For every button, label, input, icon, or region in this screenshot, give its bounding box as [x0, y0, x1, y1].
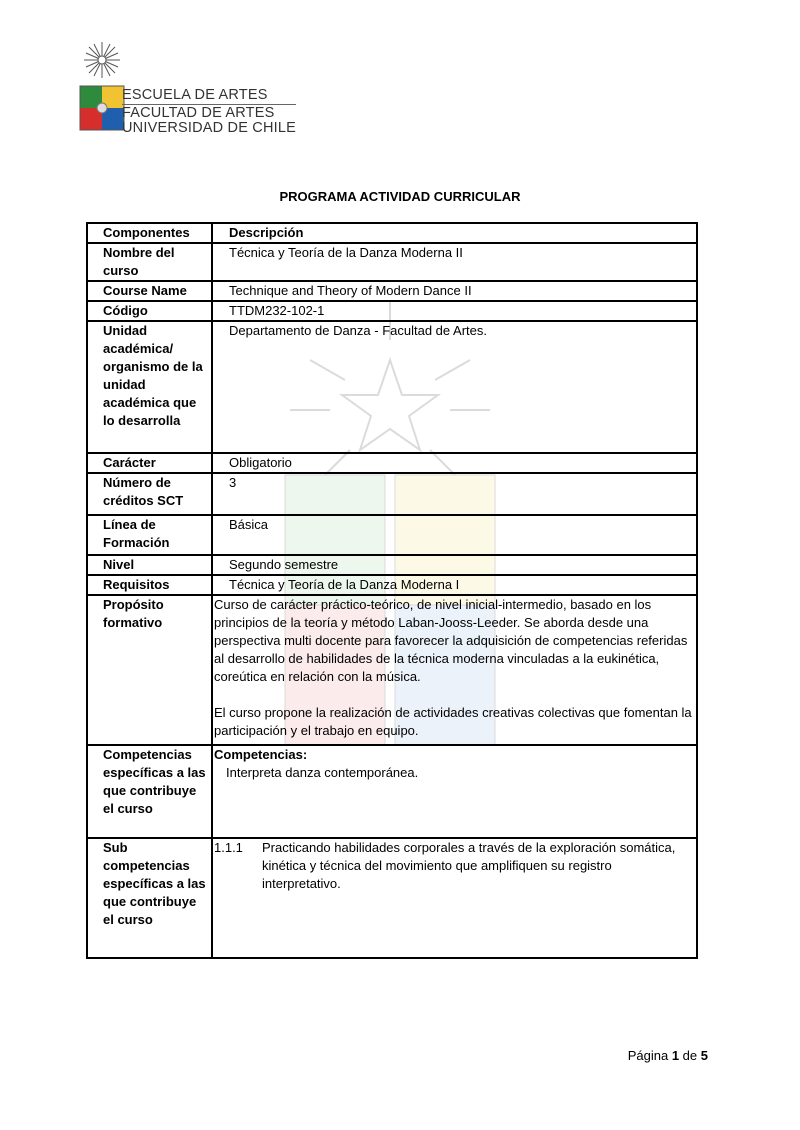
page-label: Página: [627, 1048, 669, 1063]
row-label: Código: [87, 301, 212, 321]
page-title: PROGRAMA ACTIVIDAD CURRICULAR: [279, 189, 521, 204]
column-header: Descripción: [212, 223, 697, 243]
school-name: ESCUELA DE ARTES: [122, 88, 296, 105]
row-value: [212, 745, 697, 838]
row-value: Segundo semestre: [212, 555, 697, 575]
table-row: [87, 575, 697, 595]
row-value: [212, 595, 697, 745]
row-label: Requisitos: [87, 575, 212, 595]
row-value: Técnica y Teoría de la Danza Moderna I: [212, 575, 697, 595]
competency-item: Interpreta danza contemporánea.: [226, 765, 419, 780]
faculty-name: FACULTAD DE ARTES: [122, 105, 275, 121]
row-label: Carácter: [87, 453, 212, 473]
university-name: UNIVERSIDAD DE CHILE: [122, 120, 297, 136]
row-label: Course Name: [87, 281, 212, 301]
table-row: [87, 301, 697, 321]
row-value: Obligatorio: [212, 453, 697, 473]
row-value: Departamento de Danza - Facultad de Artes.: [212, 321, 697, 453]
competencies-heading: Competencias:: [214, 747, 308, 762]
row-label: Sub competencias específicas a las que contribuye el curso: [87, 838, 212, 958]
row-value: Technique and Theory of Modern Dance II: [212, 281, 697, 301]
row-value: [212, 838, 697, 958]
table-row: [87, 838, 697, 958]
purpose-paragraph: El curso propone la realización de actividades creativas colectivas que fomentan la participación y el trabajo en equipo.: [214, 705, 692, 738]
row-value: TTDM232-102-1: [212, 301, 697, 321]
purpose-paragraph: Curso de carácter práctico-teórico, de nivel inicial-intermedio, basado en los principios de la teoría y método Laban-Jooss-Leeder. Se aborda desde una perspectiva multi docente para favorecer la adquisición de competencias referidas al desarrollo de habilidades de la técnica moderna vinculadas a la eukinética, coreútica en relación con la música.: [214, 597, 688, 684]
total-pages: 5: [700, 1048, 708, 1063]
table-row: [87, 453, 697, 473]
row-value: Técnica y Teoría de la Danza Moderna II: [212, 243, 697, 281]
current-page: 1: [671, 1048, 680, 1063]
page-number: [628, 1048, 708, 1063]
page-separator: de: [682, 1048, 698, 1063]
table-header-row: [87, 223, 697, 243]
table-row: [87, 281, 697, 301]
table-row: [87, 555, 697, 575]
table-row: [87, 243, 697, 281]
row-value: 3: [212, 473, 697, 515]
row-label: Unidad académica/ organismo de la unidad académica que lo desarrolla: [87, 321, 212, 453]
table-row: [87, 473, 697, 515]
subcompetency-number: 1.1.1: [214, 840, 243, 855]
row-label: Línea de Formación: [87, 515, 212, 555]
row-label: Competencias específicas a las que contribuye el curso: [87, 745, 212, 838]
column-header: Componentes: [87, 223, 212, 243]
row-label: Propósito formativo: [87, 595, 212, 745]
table-row: [87, 321, 697, 453]
table-row: [87, 515, 697, 555]
row-value: Básica: [212, 515, 697, 555]
table-row: [87, 595, 697, 745]
row-label: Nombre del curso: [87, 243, 212, 281]
table-row: [87, 745, 697, 838]
institution-name: [122, 88, 296, 136]
subcompetency-text: Practicando habilidades corporales a través de la exploración somática, kinética y técnica del movimiento que amplifiquen su registro interpretativo.: [262, 840, 676, 891]
row-label: Nivel: [87, 555, 212, 575]
row-label: Número de créditos SCT: [87, 473, 212, 515]
curriculum-table: [86, 222, 698, 959]
